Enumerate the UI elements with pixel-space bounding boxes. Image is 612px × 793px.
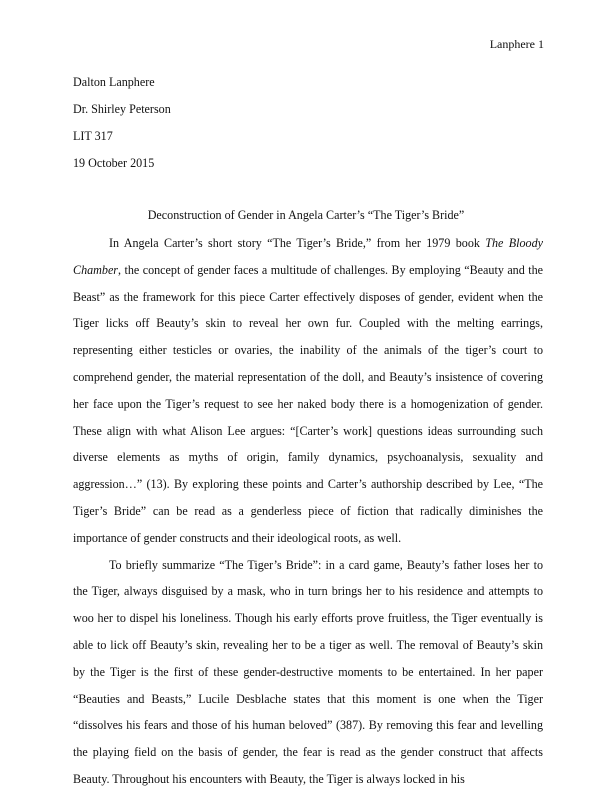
author-name: Dalton Lanphere: [73, 75, 155, 89]
running-header: Lanphere 1: [489, 37, 544, 51]
instructor-name: Dr. Shirley Peterson: [73, 102, 171, 116]
book-title: The Bloody Chamber: [73, 236, 543, 277]
paragraph-text: , the concept of gender faces a multitude of challenges. By employing “Beauty and the Beast” as the framework for this piece Carter effectively disposes of gender, evident when the Tiger licks off Beauty’s skin to reveal her own fur. Coupled with the melting earrings, representing either testicles or ovaries, the inability of the animals of the tiger’s court to comprehend gender, the material representation of the doll, and Beauty’s insistence of covering her face upon the Tiger’s request to see her naked body there is a homogenization of gender. These align with what Alison Lee argues: “[Carter’s work] questions ideas surrounding such diverse elements as myths of origin, family dynamics, psychoanalysis, sexuality and aggression…” (13). By exploring these points and Carter’s authorship described by Lee, “The Tiger’s Bride” can be read as a genderless piece of fiction that radically diminishes the importance of gender constructs and their ideological roots, as well.: [73, 262, 543, 545]
paper-body: [73, 230, 543, 793]
body-paragraph: [73, 230, 543, 552]
body-paragraph: To briefly summarize “The Tiger’s Bride”: in a card game, Beauty’s father loses her to the Tiger, always disguised by a mask, who in turn brings her to his residence and attempts to woo her to dispel his loneliness. Though his early efforts prove fruitless, the Tiger eventually is able to lick off Beauty’s skin, revealing her to be a tiger as well. The removal of Beauty’s skin by the Tiger is the first of these gender-destructive moments to be entertained. In her paper “Beauties and Beasts,” Lucile Desblache states that this moment is one when the Tiger “dissolves his fears and those of his human beloved” (387). By removing this fear and levelling the playing field on the basis of gender, the fear is read as the gender construct that affects Beauty. Throughout his encounters with Beauty, the Tiger is always locked in his: [73, 557, 543, 786]
paper-title: Deconstruction of Gender in Angela Carter’s “The Tiger’s Bride”: [147, 208, 465, 222]
paper-date: 19 October 2015: [73, 156, 155, 170]
paragraph-text: In Angela Carter’s short story “The Tiger’s Bride,” from her 1979 book: [109, 236, 486, 250]
course-name: LIT 317: [73, 129, 113, 143]
